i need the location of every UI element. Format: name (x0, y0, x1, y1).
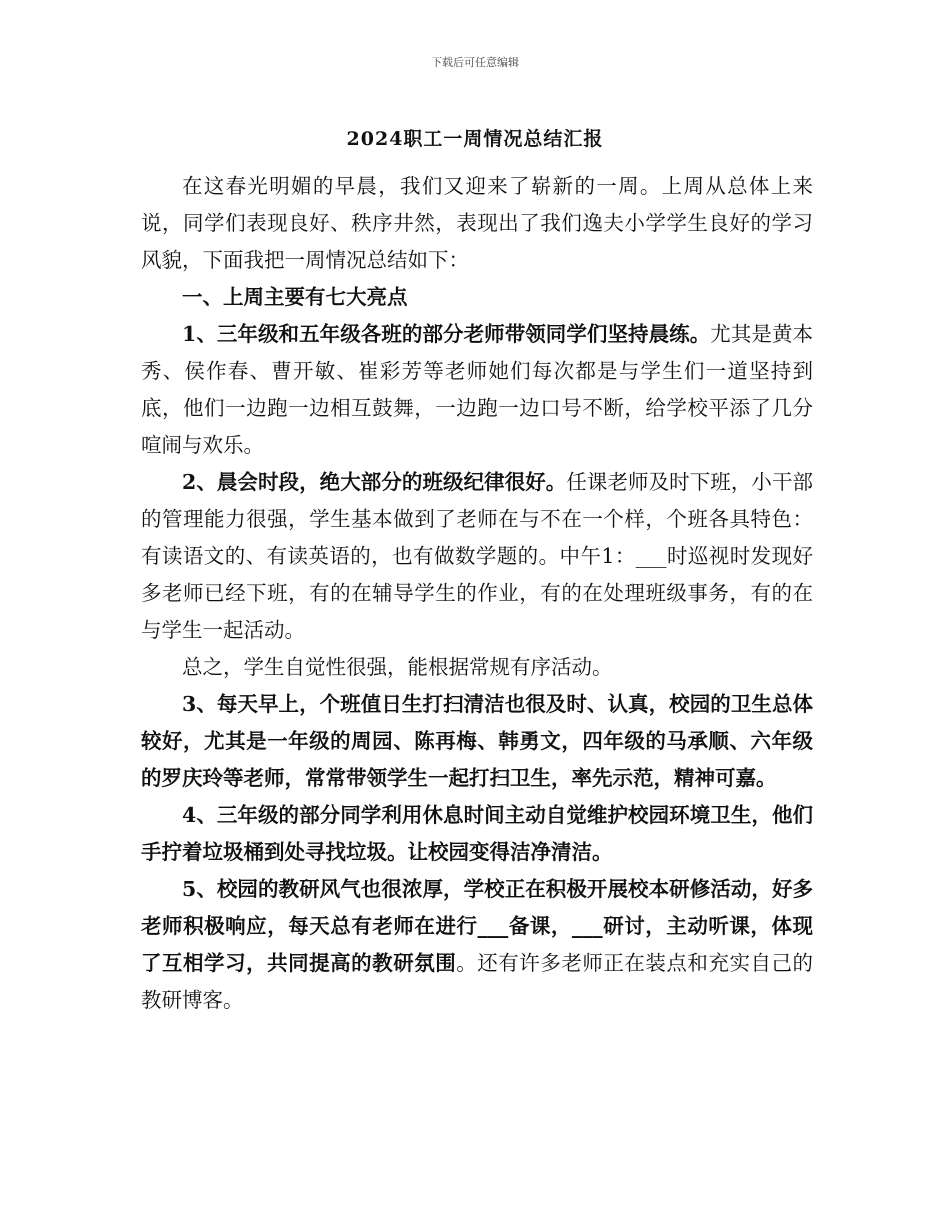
paragraph-bold-text: 5、校园的教研风气也很浓厚，学校正在积极开展校本研修活动，好多老师积极响应，每天总有老师在进行___备课，___研讨，主动听课，体现了互相学习，共同提高的教研氛围 (141, 877, 813, 975)
paragraph-intro (141, 168, 813, 279)
paragraph-text: 。还有许多老师正在装点和充实自己的教研博客。 (141, 951, 814, 1012)
paragraph-bold-text: 3、每天早上，个班值日生打扫清洁也很及时、认真，校园的卫生总体较好，尤其是一年级的周园、陈再梅、韩勇文，四年级的马承顺、六年级的罗庆玲等老师，常常带领学生一起打扫卫生，率先示范，精神可嘉。 (141, 692, 813, 790)
paragraph-bold-text: 2、晨会时段，绝大部分的班级纪律很好。 (182, 470, 567, 494)
section-heading-text: 一、上周主要有七大亮点 (182, 285, 408, 309)
paragraph-item-3 (141, 686, 813, 797)
paragraph-summary (141, 649, 813, 686)
paragraph-bold-text: 1、三年级和五年级各班的部分老师带领同学们坚持晨练。 (182, 322, 711, 346)
paragraph-item-2 (141, 464, 813, 649)
paragraph-text: 总之，学生自觉性很强，能根据常规有序活动。 (182, 655, 613, 679)
paragraph-item-5 (141, 871, 813, 1019)
paragraph-text: 在这春光明媚的早晨，我们又迎来了崭新的一周。上周从总体上来说，同学们表现良好、秩序井然，表现出了我们逸夫小学学生良好的学习风貌，下面我把一周情况总结如下： (141, 174, 813, 272)
document-title: 2024职工一周情况总结汇报 (346, 128, 604, 150)
paragraph-item-4 (141, 797, 813, 871)
section-heading (141, 279, 813, 316)
paragraph-text: 尤其是黄本秀、侯作春、曹开敏、崔彩芳等老师她们每次都是与学生们一道坚持到底，他们一边跑一边相互鼓舞，一边跑一边口号不断，给学校平添了几分喧闹与欢乐。 (141, 322, 813, 457)
paragraph-text: 任课老师及时下班，小干部的管理能力很强，学生基本做到了老师在与不在一个样，个班各具特色：有读语文的、有读英语的，也有做数学题的。中午1：___时巡视时发现好多老师已经下班，有的在辅导学生的作业，有的在处理班级事务，有的在与学生一起活动。 (141, 470, 814, 642)
paragraph-bold-text: 4、三年级的部分同学利用休息时间主动自觉维护校园环境卫生，他们手拧着垃圾桶到处寻找垃圾。让校园变得洁净清洁。 (141, 803, 813, 864)
paragraph-item-1 (141, 316, 813, 464)
document-body (141, 168, 813, 1019)
header-note: 下载后可任意编辑 (431, 56, 519, 69)
